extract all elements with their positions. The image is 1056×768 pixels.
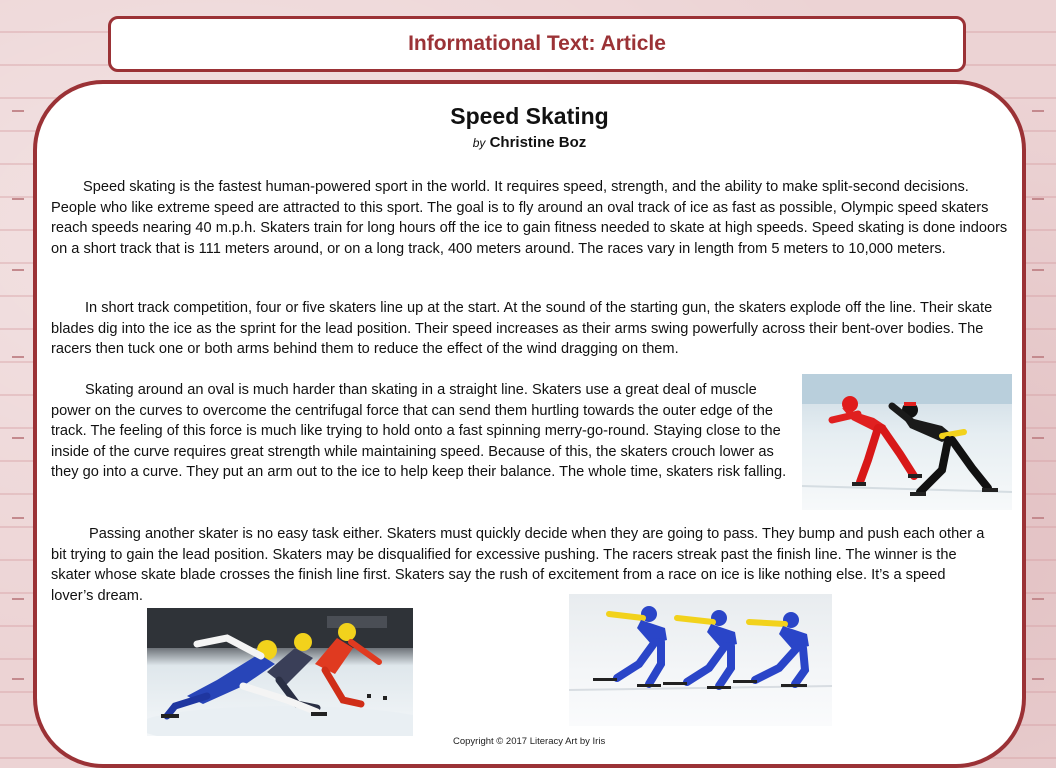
margin-tick xyxy=(12,437,24,439)
paragraph-4: Passing another skater is no easy task either. Skaters must quickly decide when they are going to pass. They bump and push each other a bit trying to gain the lead position. Skaters may be disqualified for excessive pushing. The racers streak past the finish line. The winner is the skater whose skate blade crosses the finish line first. Skaters say the rush of excitement from a race on ice is like nothing else. It’s a speed lover’s dream. xyxy=(51,526,985,604)
margin-tick xyxy=(1032,269,1044,271)
article-card xyxy=(33,80,1026,768)
margin-tick xyxy=(1032,198,1044,200)
header-banner xyxy=(108,16,966,72)
margin-tick xyxy=(12,110,24,112)
copyright-notice: Copyright © 2017 Literacy Art by Iris xyxy=(453,736,606,747)
paragraph-2: In short track competition, four or five skaters line up at the start. At the sound of the starting gun, the skaters explode off the line. Their skate blades dig into the ice as the sprint for the lead position. Their speed increases as their arms swing powerfully across their bent-over bodies. The racers then tuck one or both arms behind them to reduce the effect of the wind dragging on them. xyxy=(51,300,993,357)
team-pursuit-skaters-photo xyxy=(569,594,832,726)
margin-tick xyxy=(12,356,24,358)
margin-tick xyxy=(1032,678,1044,680)
by-label: by xyxy=(472,136,486,150)
margin-tick xyxy=(1032,598,1044,600)
margin-tick xyxy=(1032,110,1044,112)
margin-tick xyxy=(12,198,24,200)
paragraph-1: Speed skating is the fastest human-powered sport in the world. It requires speed, strength, and the ability to make split-second decisions. People who like extreme speed are attracted to this sport. The goal is to fly around an oval track of ice as fast as possible, Olympic speed skaters reach speeds nearing 40 m.p.h. Skaters train for long hours off the ice to gain fitness needed to skate at high speeds. Speed skating is done indoors on a short track that is 111 meters around, or on a long track, 400 meters around. The races vary in length from 5 meters to 10,000 meters. xyxy=(51,179,1008,257)
margin-tick xyxy=(12,678,24,680)
paragraph-3: Skating around an oval is much harder than skating in a straight line. Skaters use a great deal of muscle power on the curves to overcome the centrifugal force that can send them hurtling towards the outer edge of the track. The feeling of this force is much like trying to hold onto a fast spinning merry-go-round. Staying close to the inside of the curve requires great strength while maintaining speed. Because of this, the skaters crouch lower as they go into a curve. They put an arm out to the ice to help keep their balance. The whole time, skaters risk falling. xyxy=(51,382,787,480)
header-title: Informational Text: Article xyxy=(408,32,666,55)
author-name: Christine Boz xyxy=(489,134,587,151)
margin-tick xyxy=(1032,356,1044,358)
margin-tick xyxy=(12,517,24,519)
margin-tick xyxy=(12,269,24,271)
article-title: Speed Skating xyxy=(450,103,609,129)
margin-tick xyxy=(1032,517,1044,519)
margin-tick xyxy=(12,598,24,600)
short-track-skaters-photo xyxy=(147,608,413,736)
byline xyxy=(37,134,1022,151)
margin-tick xyxy=(1032,437,1044,439)
skaters-red-black-photo xyxy=(802,374,1012,510)
